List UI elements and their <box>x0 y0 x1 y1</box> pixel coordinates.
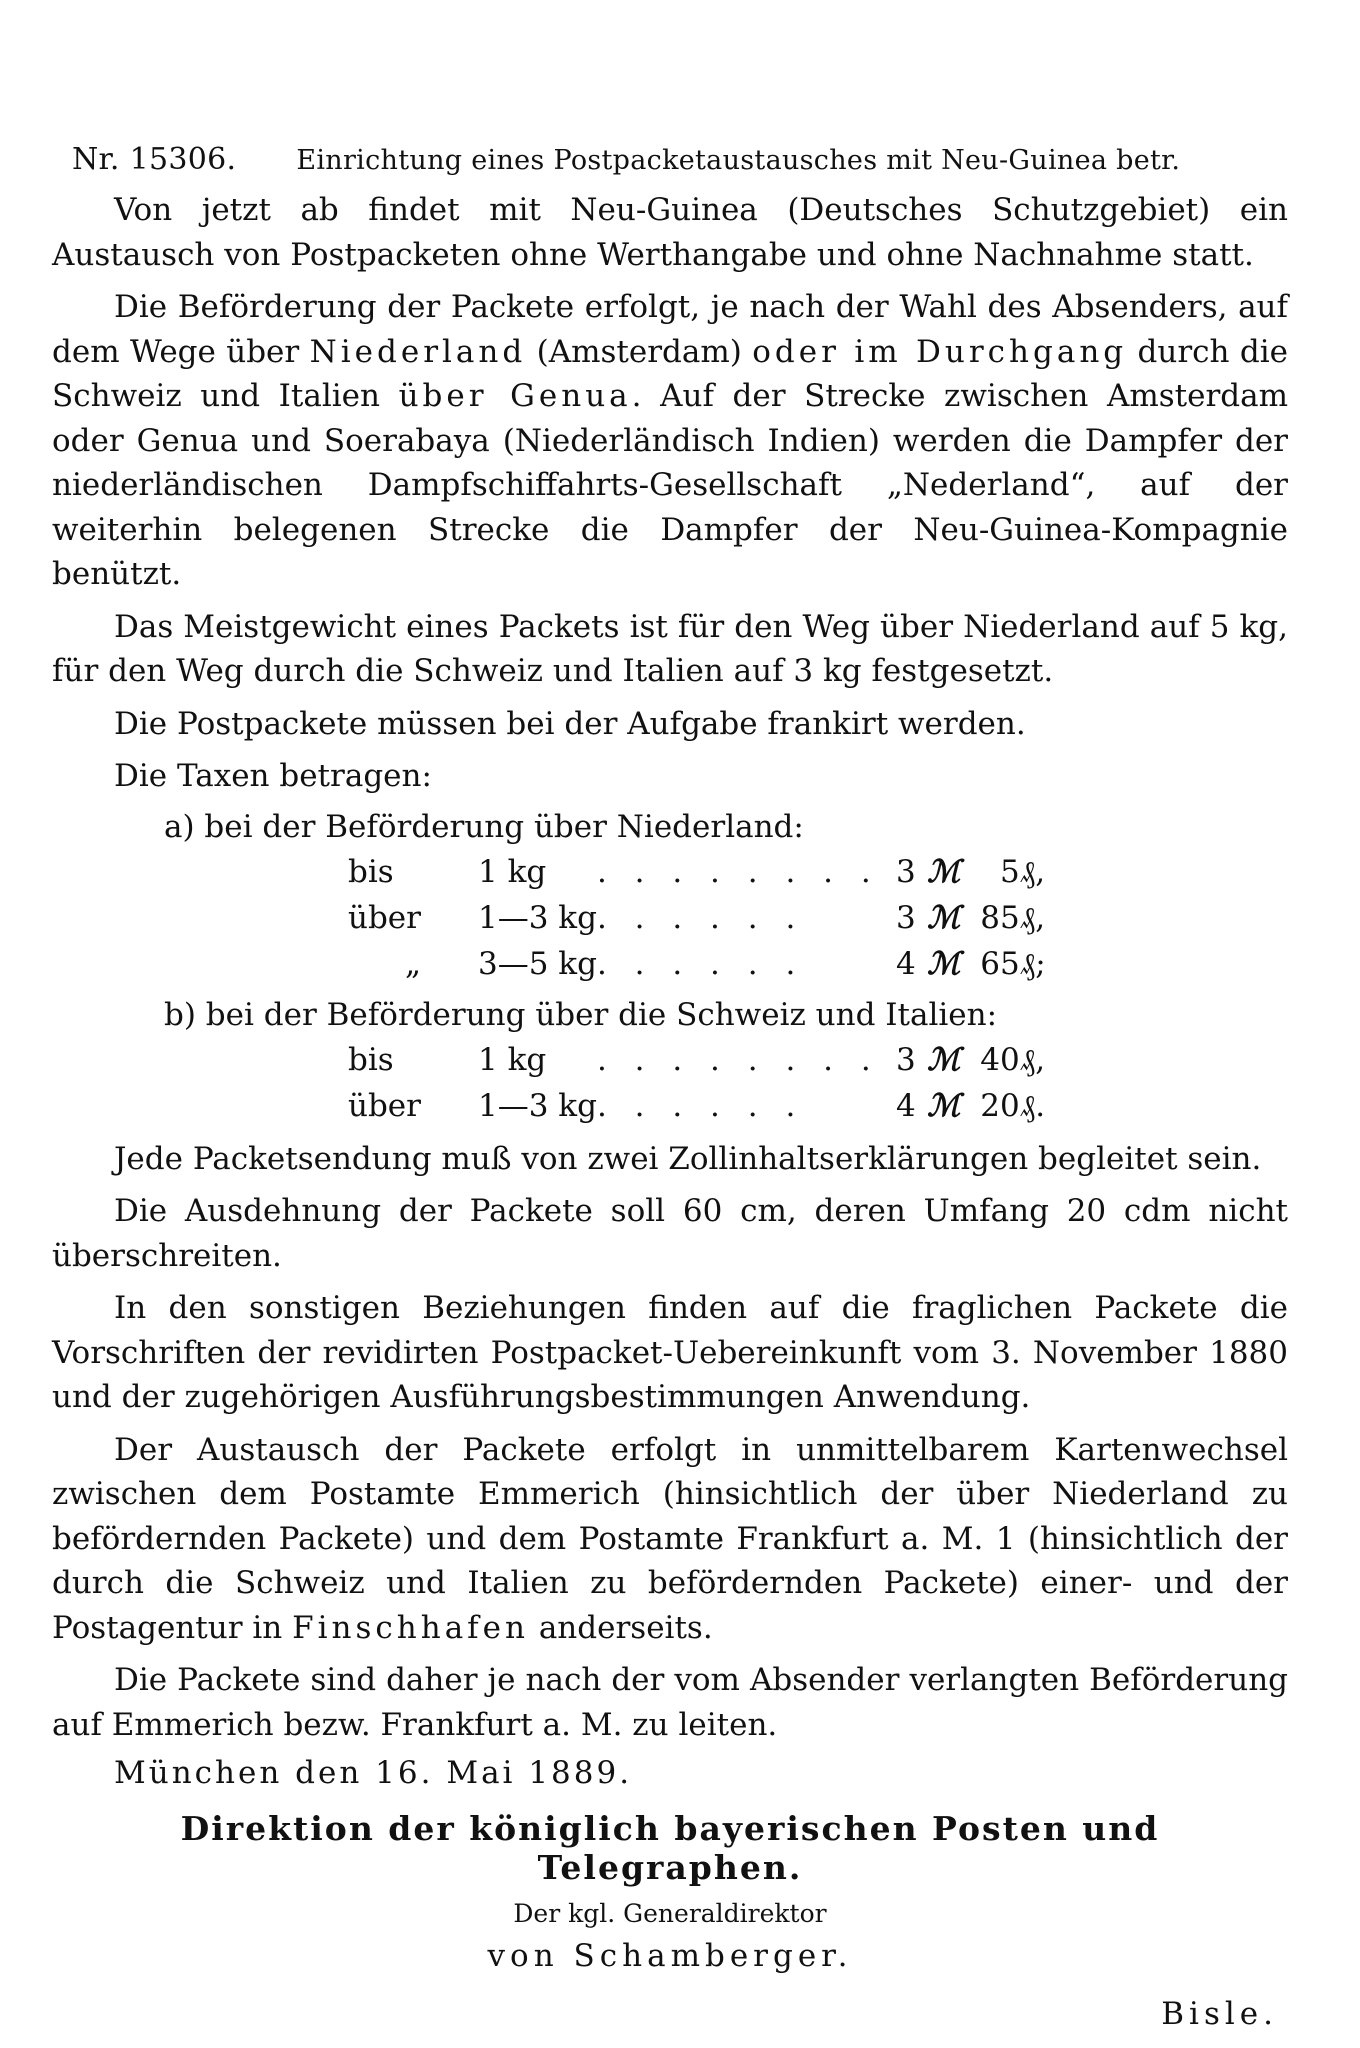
paragraph-dimensions: Die Ausdehnung der Packete soll 60 cm, deren Umfang 20 cdm nicht überschreiten. <box>52 1193 1288 1274</box>
document-number: Nr. 15306. <box>72 142 237 177</box>
rate-leader-dots: . . . . . . <box>596 899 805 936</box>
document-subject: Einrichtung eines Postpacketaustausches mit Neu-Guinea betr. <box>296 145 1181 176</box>
paragraph-routing <box>52 285 1288 597</box>
rate-label: bis <box>348 1041 394 1078</box>
rate-label: bis <box>348 853 394 890</box>
paragraph-customs-declarations: Jede Packetsendung muß von zwei Zollinhaltserklärungen begleitet sein. <box>114 1140 1262 1177</box>
routing-niederland: Niederland <box>309 333 527 370</box>
paragraph-routing-instruction: Die Packete sind daher je nach der vom Absender verlangten Beförderung auf Emmerich bezw. Frankfurt a. M. zu leiten. <box>52 1662 1288 1743</box>
rate-label: über <box>348 1087 421 1124</box>
rate-label-ditto: „ <box>404 945 422 982</box>
pfennig-unit-sign: ₰. <box>1019 1087 1046 1124</box>
routing-genua: über Genua <box>398 378 632 414</box>
paragraph-max-weight: Das Meistgewicht eines Packets ist für den Weg über Niederland auf 5 kg, für den Weg durch die Schweiz und Italien auf 3 kg festgesetzt. <box>52 608 1288 689</box>
rate-mark: 3 <box>896 853 916 890</box>
document-header <box>72 142 1292 177</box>
routing-text-4: . Auf der Strecke zwischen Amsterdam oder Genua und Soerabaya (Niederländisch Indien) werden die Dampfer der niederländischen Dampfschiffahrts-Gesellschaft „Nederland“, auf der weiterhin belegenen Strecke die Dampfer der Neu-Guinea-Kompagnie benützt. <box>52 378 1288 592</box>
rate-pfennig: 85 <box>980 899 1020 936</box>
mark-currency-sign: ℳ <box>927 945 961 982</box>
routing-text-1: Die Beförderung der Packete erfolgt, je nach der Wahl des Absenders, auf dem Wege über <box>52 289 1288 370</box>
rate-weight: 1—3 kg <box>478 899 597 936</box>
card-exchange-text-2: anderseits. <box>528 1609 713 1646</box>
paragraph-card-exchange <box>52 1428 1288 1651</box>
pfennig-unit-sign: ₰, <box>1019 899 1046 936</box>
rates-table-a <box>348 849 1076 987</box>
rate-leader-dots: . . . . . . . . <box>596 1041 880 1078</box>
rate-pfennig: 5 <box>1000 853 1020 890</box>
document-body <box>52 188 1288 2032</box>
routing-text-2: (Amsterdam) <box>526 333 753 370</box>
rate-row <box>348 849 1076 895</box>
mark-currency-sign: ℳ <box>927 853 961 890</box>
rate-leader-dots: . . . . . . <box>596 945 805 982</box>
paragraph-rates-intro: Die Taxen betragen: <box>114 758 432 794</box>
place-finschhafen: Finschhafen <box>292 1609 529 1646</box>
rate-mark: 4 <box>896 1087 916 1124</box>
rate-leader-dots: . . . . . . <box>596 1087 805 1124</box>
mark-currency-sign: ℳ <box>927 1041 961 1078</box>
rate-pfennig: 20 <box>980 1087 1020 1124</box>
rate-label: über <box>348 899 421 936</box>
place-and-date: München den 16. Mai 1889. <box>114 1755 633 1791</box>
rate-mark: 4 <box>896 945 916 982</box>
rate-row <box>348 1037 1076 1083</box>
issuing-authority: Direktion der königlich bayerischen Posten und Telegraphen. <box>180 1809 1160 1887</box>
paragraph-prepayment: Die Postpackete müssen bei der Aufgabe frankirt werden. <box>114 705 1026 742</box>
pfennig-unit-sign: ₰, <box>1019 853 1046 890</box>
routing-durchgang: oder im Durchgang <box>752 333 1128 370</box>
clerk-name: Bisle. <box>1161 1996 1278 2032</box>
pfennig-unit-sign: ₰; <box>1019 945 1046 982</box>
rates-heading-b: b) bei der Beförderung über die Schweiz und Italien: <box>164 996 998 1033</box>
rates-heading-a: a) bei der Beförderung über Niederland: <box>164 808 804 845</box>
rate-mark: 3 <box>896 1041 916 1078</box>
rate-pfennig: 40 <box>980 1041 1020 1078</box>
rate-weight: 1 kg <box>478 1041 547 1078</box>
rate-row <box>348 941 1076 987</box>
rate-row <box>348 1083 1076 1129</box>
rate-weight: 3—5 kg <box>478 945 597 982</box>
rate-row <box>348 895 1076 941</box>
paragraph-regulations: In den sonstigen Beziehungen finden auf die fraglichen Packete die Vorschriften der revidirten Postpacket-Uebereinkunft vom 3. November 1880 und der zugehörigen Ausführungsbestimmungen Anwendung. <box>52 1290 1288 1415</box>
signatory-name: von Schamberger. <box>487 1938 853 1974</box>
card-exchange-text-1: Der Austausch der Packete erfolgt in unmittelbarem Kartenwechsel zwischen dem Postamte Emmerich (hinsichtlich der über Niederland zu befördernden Packete) und dem Postamte Frankfurt a. M. 1 (hinsichtlich der durch die Schweiz und Italien zu befördernden Packete) einer- und der Postagentur in <box>52 1431 1288 1646</box>
mark-currency-sign: ℳ <box>927 899 961 936</box>
pfennig-unit-sign: ₰, <box>1019 1041 1046 1078</box>
rate-pfennig: 65 <box>980 945 1020 982</box>
rate-leader-dots: . . . . . . . . <box>596 853 880 890</box>
rates-table-b <box>348 1037 1076 1129</box>
rate-weight: 1—3 kg <box>478 1087 597 1124</box>
rate-mark: 3 <box>896 899 916 936</box>
rate-weight: 1 kg <box>478 853 547 890</box>
signatory-title: Der kgl. Generaldirektor <box>513 1899 827 1928</box>
mark-currency-sign: ℳ <box>927 1087 961 1124</box>
paragraph-exchange-intro: Von jetzt ab findet mit Neu-Guinea (Deutsches Schutzgebiet) ein Austausch von Postpacketen ohne Werthangabe und ohne Nachnahme statt. <box>52 192 1288 273</box>
routing-text-3: durch die Schweiz und Italien <box>52 333 1288 414</box>
